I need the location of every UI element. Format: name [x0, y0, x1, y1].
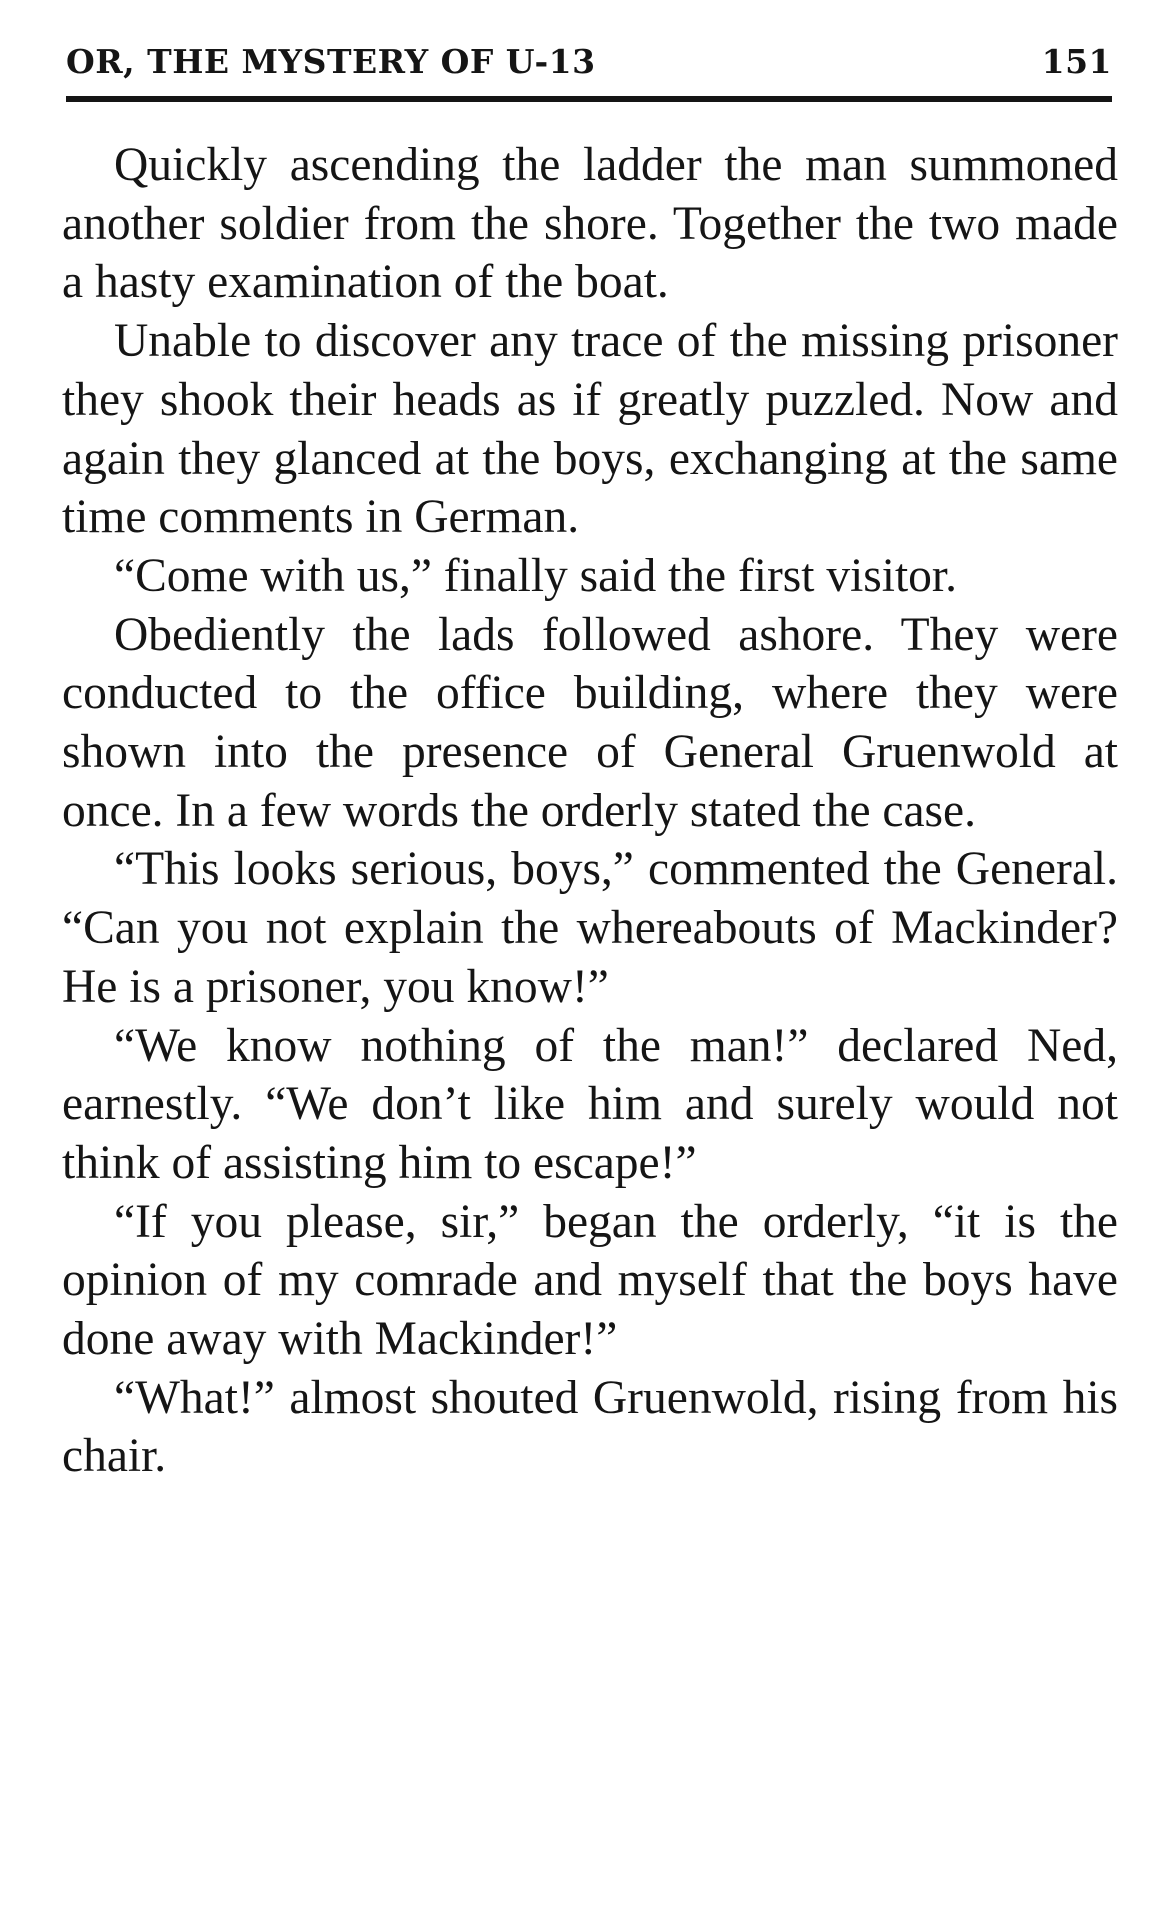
body-text — [62, 136, 1118, 1486]
paragraph: “We know nothing of the man!” declared Ned, earnestly. “We don’t like him and surely would not think of assisting him to escape!” — [62, 1019, 1118, 1189]
paragraph: “Come with us,” finally said the first visitor. — [114, 549, 958, 602]
paragraph: Quickly ascending the ladder the man summoned another soldier from the shore. Together the two made a hasty examination of the boat. — [62, 139, 1118, 309]
running-head — [66, 34, 1112, 94]
header-rule — [66, 96, 1112, 102]
paragraph: “What!” almost shouted Gruenwold, rising from his chair. — [62, 1371, 1118, 1483]
paragraph: “This looks serious, boys,” commented the General. “Can you not explain the whereabouts of Mackinder? He is a prisoner, you know!” — [62, 843, 1118, 1013]
paragraph: Unable to discover any trace of the missing prisoner they shook their heads as if greatly puzzled. Now and again they glanced at the boys, exchanging at the same time comments in German. — [62, 315, 1118, 544]
paragraph: “If you please, sir,” began the orderly, “it is the opinion of my comrade and myself that the boys have done away with Mackinder!” — [62, 1195, 1118, 1366]
paragraph: Obediently the lads followed ashore. They were conducted to the office building, where they were shown into the presence of General Gruenwold at once. In a few words the orderly stated the case. — [62, 608, 1118, 837]
page-number: 151 — [1041, 42, 1112, 81]
running-title: OR, THE MYSTERY OF U-13 — [66, 42, 596, 81]
